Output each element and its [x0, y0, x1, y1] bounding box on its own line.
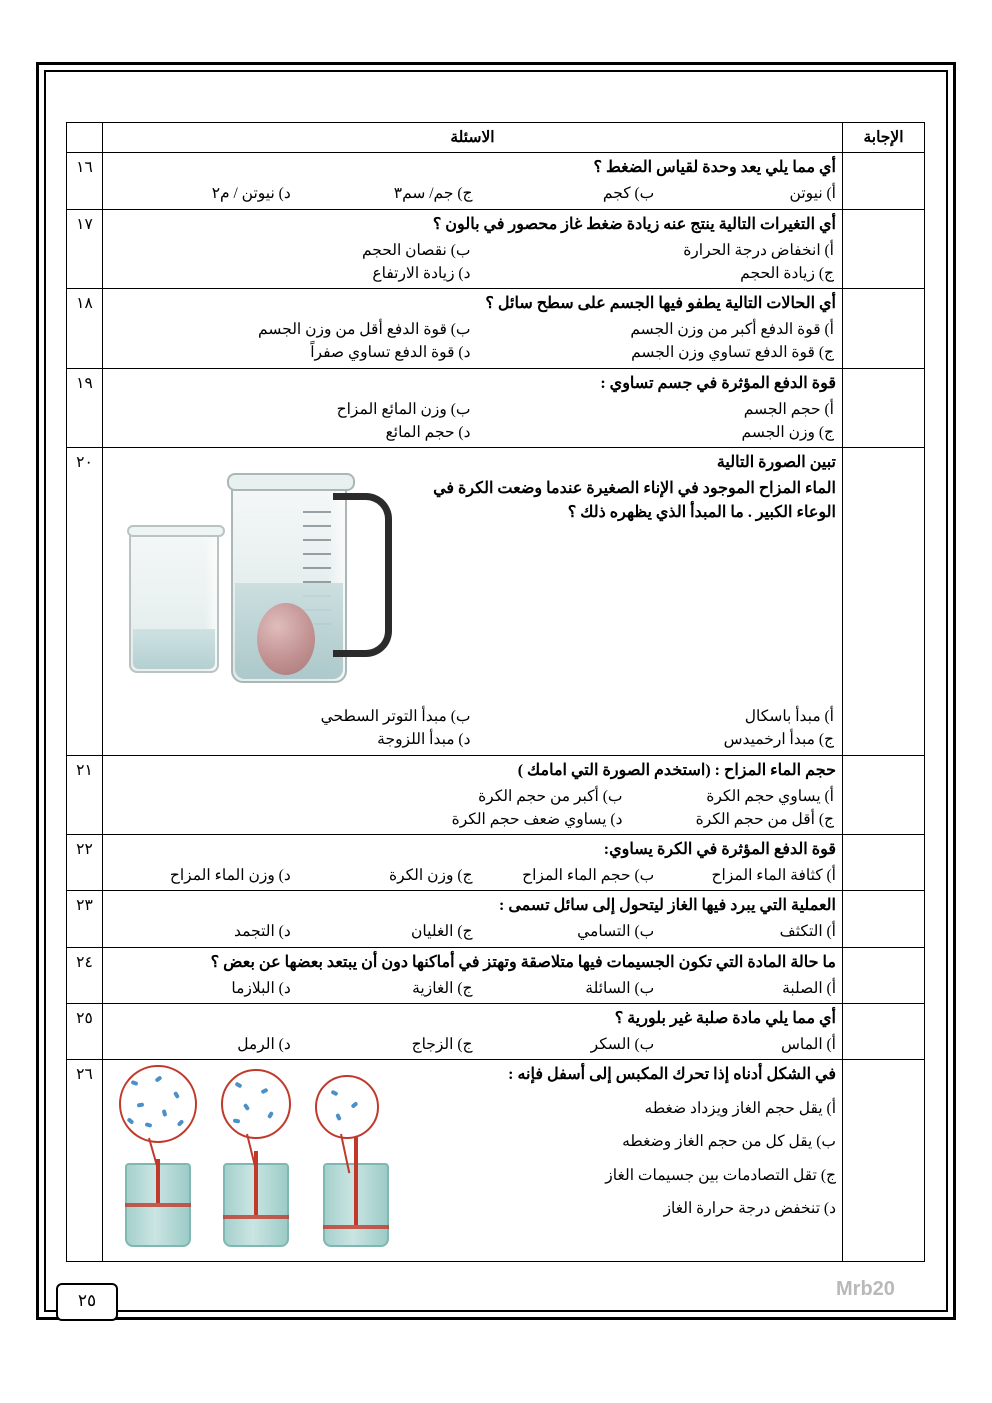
- answer-cell-24[interactable]: [843, 947, 925, 1003]
- options-22: [109, 864, 836, 887]
- beaker-rim: [127, 525, 225, 537]
- option-17-d[interactable]: د) زيادة الارتفاع: [372, 264, 471, 282]
- question-text-18: أي الحالات التالية يطفو فيها الجسم على سطح سائل ؟: [485, 295, 836, 312]
- option-17-a[interactable]: أ) انخفاض درجة الحرارة: [683, 241, 834, 259]
- question-number-25: ٢٥: [67, 1003, 103, 1059]
- options-18: [109, 318, 836, 365]
- option-26-d[interactable]: د) تنخفض درجة حرارة الغاز: [663, 1199, 836, 1217]
- questions-table: [66, 122, 925, 1262]
- question-text-21: حجم الماء المزاح : (استخدم الصورة التي امامك ): [517, 761, 836, 779]
- answer-cell-20[interactable]: [843, 448, 925, 756]
- ball-object: [257, 603, 315, 675]
- options-19: [109, 398, 836, 445]
- table-header-row: [67, 123, 925, 153]
- option-20-a[interactable]: أ) مبدأ باسكال: [744, 708, 834, 725]
- option-18-d[interactable]: د) قوة الدفع تساوي صفراً: [310, 344, 471, 362]
- question-number-22: ٢٢: [67, 835, 103, 891]
- option-22-c[interactable]: ج) وزن الكرة: [388, 867, 473, 884]
- question-number-26: ٢٦: [67, 1060, 103, 1262]
- table-row: [67, 153, 925, 209]
- option-23-c[interactable]: ج) الغليان: [411, 923, 473, 941]
- column-header-answer: الإجابة: [843, 123, 925, 153]
- options-24: [109, 977, 836, 1000]
- question-cell-21: [103, 755, 843, 835]
- question-text-25: أي مما يلي مادة صلبة غير بلورية ؟: [614, 1009, 836, 1027]
- option-25-a[interactable]: أ) الماس: [781, 1035, 836, 1053]
- option-25-b[interactable]: ب) السكر: [590, 1035, 655, 1053]
- question-number-21: ٢١: [67, 755, 103, 835]
- table-row: [67, 289, 925, 369]
- option-23-d[interactable]: د) التجمد: [234, 923, 291, 941]
- answer-cell-22[interactable]: [843, 835, 925, 891]
- figure-piston-gas-particles: [119, 1065, 419, 1255]
- question-number-20: ٢٠: [67, 448, 103, 756]
- option-20-b[interactable]: ب) مبدأ التوتر السطحي: [320, 708, 471, 725]
- question-cell-22: [103, 835, 843, 891]
- column-header-questions: الاسئلة: [103, 123, 843, 153]
- table-row: [67, 891, 925, 947]
- magnifier-bubble-2: [221, 1069, 291, 1139]
- option-24-b[interactable]: ب) السائلة: [585, 979, 655, 997]
- option-20-d[interactable]: د) مبدأ اللزوجة: [377, 731, 471, 749]
- option-20-c[interactable]: ج) مبدأ ارخميدس: [723, 731, 834, 749]
- option-21-c[interactable]: ج) أقل من حجم الكرة: [695, 810, 834, 828]
- table-row: [67, 368, 925, 448]
- option-16-d[interactable]: د) نيوتن / م٢: [211, 185, 291, 203]
- option-22-b[interactable]: ب) حجم الماء المزاح: [522, 867, 655, 884]
- question-cell-25: [103, 1003, 843, 1059]
- piston-rod-3: [354, 1137, 358, 1225]
- answer-cell-21[interactable]: [843, 755, 925, 835]
- table-row: [67, 1003, 925, 1059]
- question-number-24: ٢٤: [67, 947, 103, 1003]
- question-number-18: ١٨: [67, 289, 103, 369]
- option-16-a[interactable]: أ) نيوتن: [789, 185, 836, 203]
- cylinder-3: [323, 1163, 389, 1247]
- question-cell-19: [103, 368, 843, 448]
- answer-cell-16[interactable]: [843, 153, 925, 209]
- question-text-20-line1: تبين الصورة التالية: [716, 454, 836, 471]
- option-21-b[interactable]: ب) أكبر من حجم الكرة: [478, 787, 623, 805]
- answer-cell-17[interactable]: [843, 209, 925, 289]
- option-17-b[interactable]: ب) نقصان الحجم: [361, 241, 471, 259]
- question-number-16: ١٦: [67, 153, 103, 209]
- question-text-17: أي التغيرات التالية ينتج عنه زيادة ضغط غاز محصور في بالون ؟: [432, 215, 836, 233]
- question-cell-26: [103, 1060, 843, 1262]
- watermark-label: Mrb20: [836, 1278, 895, 1300]
- question-cell-23: [103, 891, 843, 947]
- question-text-19: قوة الدفع المؤثرة في جسم تساوي :: [600, 374, 836, 392]
- options-23: [109, 920, 836, 943]
- option-22-d[interactable]: د) وزن الماء المزاح: [169, 867, 291, 884]
- question-number-17: ١٧: [67, 209, 103, 289]
- question-cell-20: [103, 448, 843, 756]
- table-row: [67, 1060, 925, 1262]
- beaker-water: [133, 629, 215, 669]
- option-26-a[interactable]: أ) يقل حجم الغاز ويزداد ضغطه: [644, 1100, 836, 1117]
- question-text-16: أي مما يلي يعد وحدة لقياس الضغط ؟: [593, 159, 836, 177]
- question-number-23: ٢٣: [67, 891, 103, 947]
- piston-line-3: [323, 1225, 389, 1229]
- option-19-a[interactable]: أ) حجم الجسم: [743, 400, 834, 418]
- question-cell-17: [103, 209, 843, 289]
- options-25: [109, 1033, 836, 1056]
- figure-jug-and-beaker: [119, 453, 419, 703]
- question-cell-16: [103, 153, 843, 209]
- option-19-d[interactable]: د) حجم المائع: [385, 423, 471, 441]
- table-row: [67, 947, 925, 1003]
- option-18-b[interactable]: ب) قوة الدفع أقل من وزن الجسم: [258, 321, 471, 338]
- option-18-c[interactable]: ج) قوة الدفع تساوي وزن الجسم: [631, 344, 834, 362]
- question-cell-24: [103, 947, 843, 1003]
- question-text-26: في الشكل أدناه إذا تحرك المكبس إلى أسفل فإنه :: [508, 1066, 836, 1083]
- cylinder-2: [223, 1163, 289, 1247]
- table-row: [67, 209, 925, 289]
- option-21-a[interactable]: أ) يساوي حجم الكرة: [706, 787, 834, 805]
- option-22-a[interactable]: أ) كثافة الماء المزاح: [711, 867, 836, 884]
- answer-cell-19[interactable]: [843, 368, 925, 448]
- answer-cell-23[interactable]: [843, 891, 925, 947]
- piston-line-1: [125, 1203, 191, 1207]
- option-24-c[interactable]: ج) الغازية: [412, 979, 473, 997]
- column-header-number: [67, 123, 103, 153]
- table-row: [67, 448, 925, 756]
- options-21: [413, 785, 836, 832]
- option-24-d[interactable]: د) البلازما: [231, 979, 291, 997]
- option-16-c[interactable]: ج) جم/ سم٣: [393, 185, 473, 203]
- question-text-20-line2: الماء المزاح الموجود في الإناء الصغيرة عندما وضعت الكرة في الوعاء الكبير . ما المبدأ الذي يظهره ذلك ؟: [433, 480, 836, 521]
- option-26-c[interactable]: ج) تقل التصادمات بين جسيمات الغاز: [605, 1166, 836, 1184]
- option-19-b[interactable]: ب) وزن المائع المزاح: [336, 400, 471, 418]
- cylinder-1: [125, 1163, 191, 1247]
- option-25-d[interactable]: د) الرمل: [237, 1035, 291, 1053]
- option-21-d[interactable]: د) يساوي ضعف حجم الكرة: [451, 810, 623, 828]
- option-24-a[interactable]: أ) الصلبة: [782, 979, 836, 997]
- option-18-a[interactable]: أ) قوة الدفع أكبر من وزن الجسم: [630, 321, 834, 338]
- magnifier-bubble-3: [315, 1075, 379, 1139]
- option-19-c[interactable]: ج) وزن الجسم: [741, 423, 834, 441]
- answer-cell-25[interactable]: [843, 1003, 925, 1059]
- answer-cell-18[interactable]: [843, 289, 925, 369]
- option-26-b[interactable]: ب) يقل كل من حجم الغاز وضغطه: [622, 1133, 836, 1151]
- options-17: [109, 239, 836, 286]
- table-row: [67, 835, 925, 891]
- question-text-24: ما حالة المادة التي تكون الجسيمات فيها متلاصقة وتهتز في أماكنها دون أن يبتعد بعضها عن بعض ؟: [210, 953, 836, 971]
- answer-cell-26[interactable]: [843, 1060, 925, 1262]
- option-17-c[interactable]: ج) زيادة الحجم: [740, 264, 834, 282]
- option-16-b[interactable]: ب) كجم: [602, 185, 655, 203]
- page-number-badge: ٢٥: [56, 1283, 118, 1321]
- question-cell-18: [103, 289, 843, 369]
- option-23-b[interactable]: ب) التسامي: [577, 923, 655, 941]
- option-23-a[interactable]: أ) التكثف: [779, 923, 836, 941]
- jug-rim: [227, 473, 355, 491]
- question-text-23: العملية التي يبرد فيها الغاز ليتحول إلى سائل تسمى :: [499, 897, 836, 915]
- jug-handle: [333, 493, 392, 657]
- question-number-19: ١٩: [67, 368, 103, 448]
- options-16: [109, 182, 836, 205]
- piston-line-2: [223, 1215, 289, 1219]
- option-25-c[interactable]: ج) الزجاج: [411, 1035, 473, 1053]
- beaker-shape: [129, 531, 219, 673]
- question-text-22: قوة الدفع المؤثرة في الكرة يساوي:: [603, 841, 836, 858]
- table-row: [67, 755, 925, 835]
- magnifier-bubble-1: [119, 1065, 197, 1143]
